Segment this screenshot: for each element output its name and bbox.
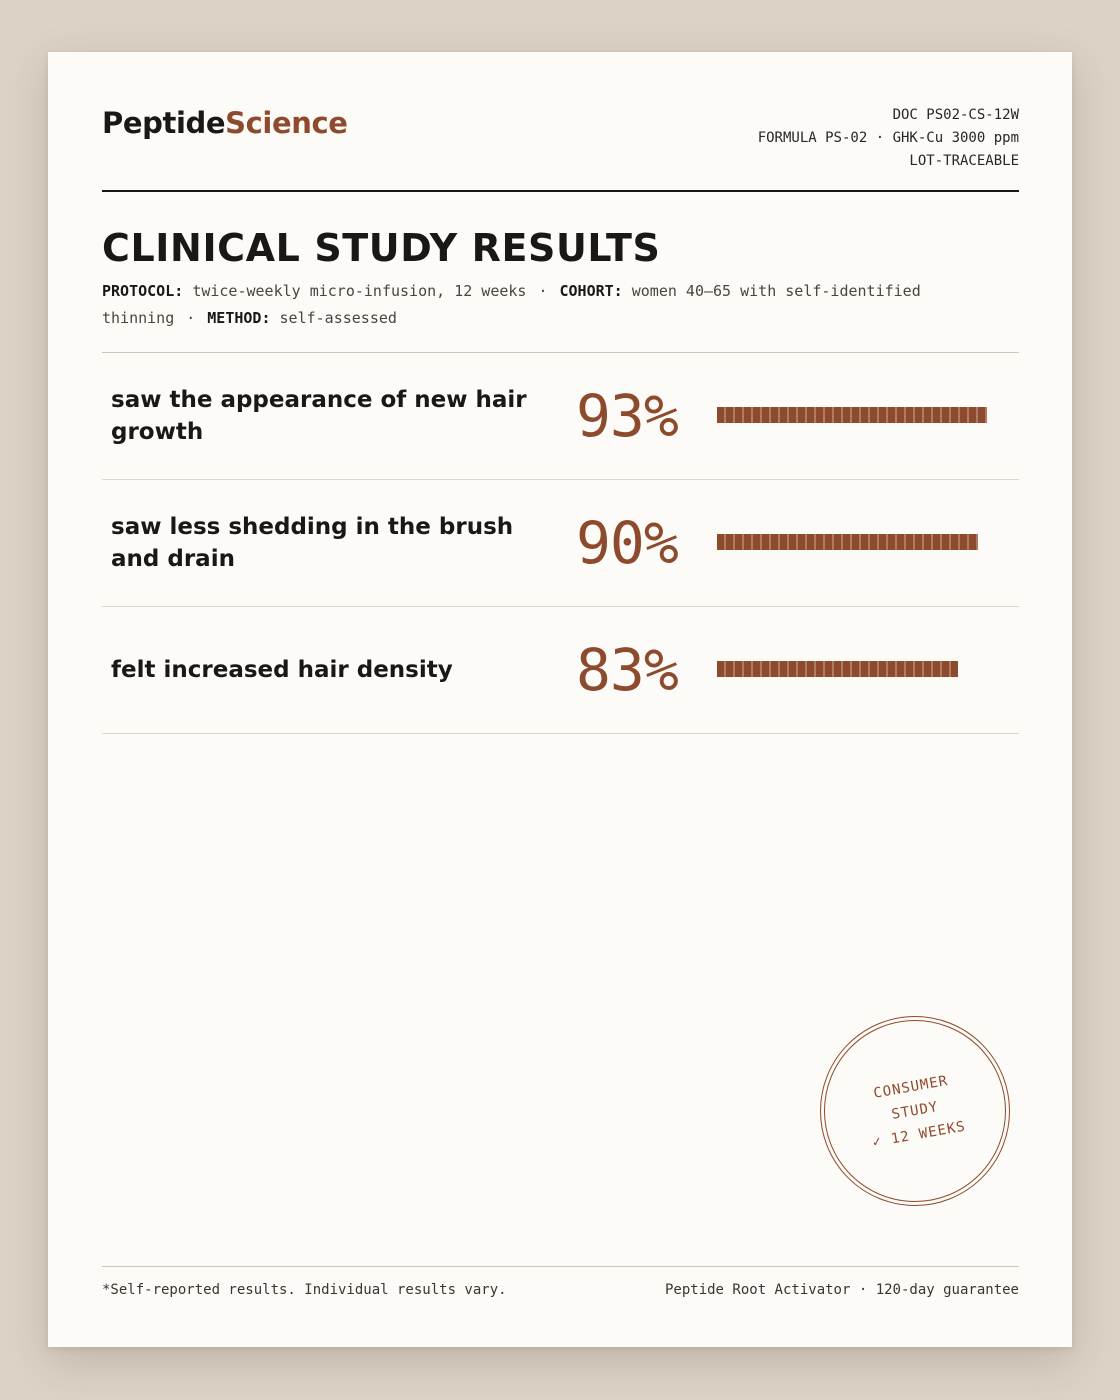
result-bar [717,661,958,677]
result-row [102,607,1019,734]
document-sheet [48,52,1072,1347]
footer-disclaimer: *Self-reported results. Individual results vary. [102,1282,507,1298]
separator-2: · [186,309,196,327]
result-bar-track [717,407,1007,423]
doc-id: DOC PS02-CS-12W [892,107,1019,123]
result-label: saw the appearance of new hair growth [111,387,527,445]
doc-formula: FORMULA PS-02 · GHK-Cu 3000 ppm [757,130,1019,146]
stamp-line3: ✓ 12 WEEKS [871,1118,967,1151]
stamp-line1: CONSUMER [872,1072,950,1102]
result-row [102,480,1019,607]
result-row [102,353,1019,480]
brand-part2: Science [225,106,348,140]
brand-logo [102,106,348,140]
brand-part1: Peptide [102,106,226,140]
result-bar-track [717,534,1007,550]
footer-product: Peptide Root Activator · 120-day guarantee [664,1282,1019,1298]
protocol-value: twice-weekly micro-infusion, 12 weeks [192,282,527,300]
stamp-text [805,1001,1025,1221]
cohort-label: COHORT: [559,282,623,300]
stamp-line2: STUDY [890,1099,940,1123]
protocol-label: PROTOCOL: [102,282,184,300]
result-percent: 90% [576,509,678,577]
result-bar-track [717,661,1007,677]
method-label: METHOD: [207,309,271,327]
result-bar [717,407,987,423]
doc-meta [758,104,1019,173]
consumer-study-stamp [820,1016,1010,1206]
result-label: felt increased hair density [111,657,453,683]
cohort-value: women 40–65 with self-identified thinning [102,282,921,327]
result-percent: 93% [576,382,678,450]
footer [102,1266,1019,1315]
result-bar [717,534,978,550]
page-title: CLINICAL STUDY RESULTS [102,226,661,270]
header [102,102,1019,192]
result-label: saw less shedding in the brush and drain [111,514,514,572]
results-list [102,353,1019,734]
separator-1: · [538,282,548,300]
method-value: self-assessed [279,309,397,327]
result-percent: 83% [576,636,678,704]
protocol-line [102,278,1019,332]
doc-trace: LOT-TRACEABLE [909,153,1019,169]
